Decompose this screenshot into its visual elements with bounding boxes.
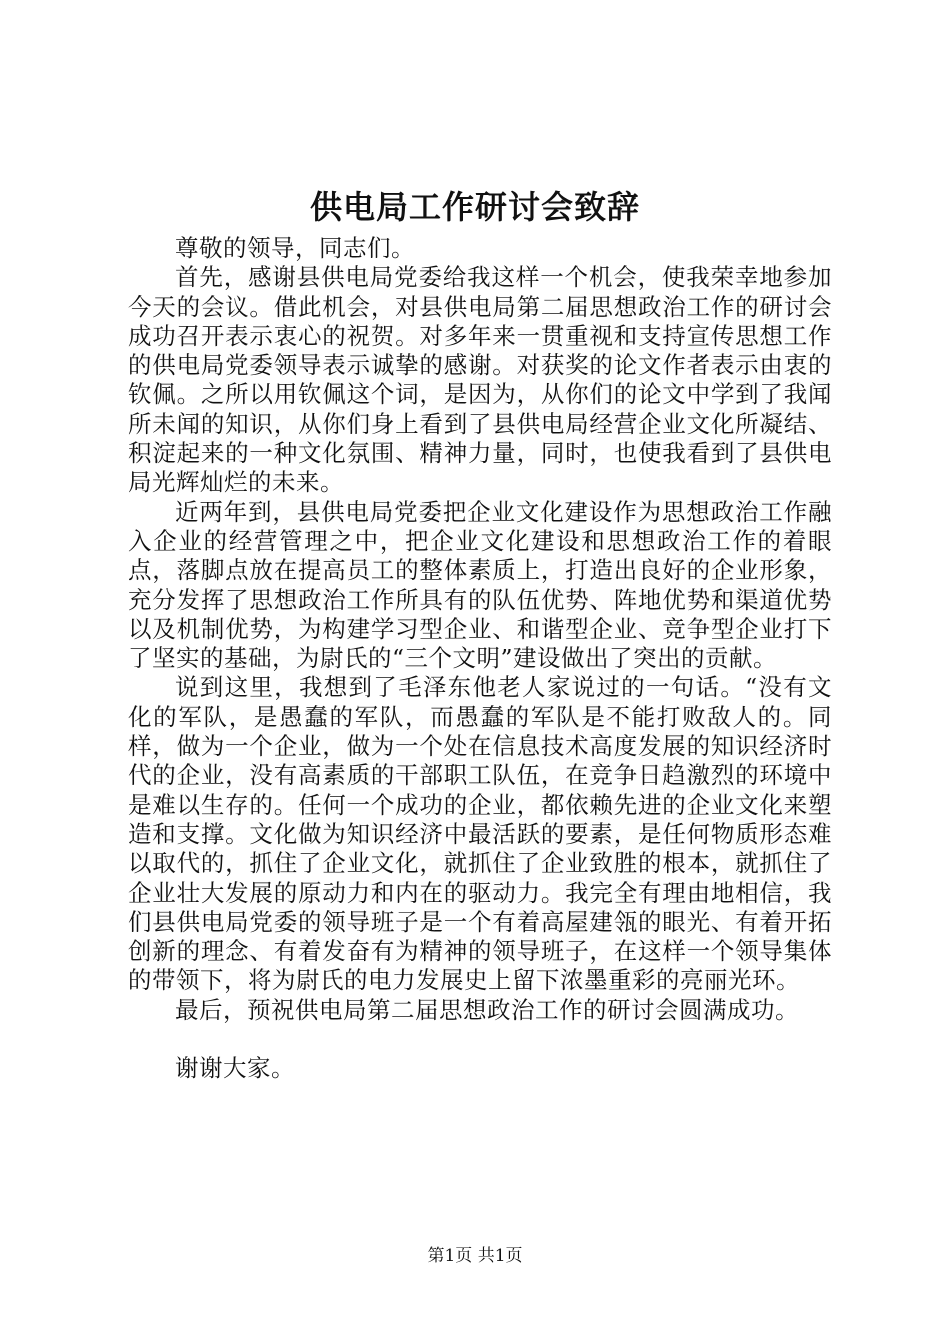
body-paragraph: 最后，预祝供电局第二届思想政治工作的研讨会圆满成功。 bbox=[175, 995, 799, 1024]
body-paragraph: 说到这里，我想到了毛泽东他老人家说过的一句话。“没有文化的军队，是愚蠢的军队，而愚蠢的军队是不能打败敌人的。同样，做为一个企业，做为一个处在信息技术高度发展的知识经济时代的企业，没有高素质的干部职工队伍，在竞争日趋激烈的环境中是难以生存的。任何一个成功的企业，都依赖先进的企业文化来塑造和支撑。文化做为知识经济中最活跃的要素，是任何物质形态难以取代的，抓住了企业文化，就抓住了企业致胜的根本，就抓住了企业壮大发展的原动力和内在的驱动力。我完全有理由地相信，我们县供电局党委的领导班子是一个有着高屋建瓴的眼光、有着开拓创新的理念、有着发奋有为精神的领导班子，在这样一个领导集体的带领下，将为尉氏的电力发展史上留下浓墨重彩的亮丽光环。 bbox=[128, 673, 832, 995]
greeting-paragraph: 尊敬的领导，同志们。 bbox=[175, 234, 415, 262]
body-paragraph: 首先，感谢县供电局党委给我这样一个机会，使我荣幸地参加今天的会议。借此机会，对县供电局第二届思想政治工作的研讨会成功召开表示衷心的祝贺。对多年来一贯重视和支持宣传思想工作的供电局党委领导表示诚挚的感谢。对获奖的论文作者表示由衷的钦佩。之所以用钦佩这个词，是因为，从你们的论文中学到了我闻所未闻的知识，从你们身上看到了县供电局经营企业文化所凝结、积淀起来的一种文化氛围、精神力量，同时，也使我看到了县供电局光辉灿烂的未来。 bbox=[128, 263, 832, 497]
closing-paragraph: 谢谢大家。 bbox=[175, 1054, 295, 1083]
page-number-footer: 第1页 共1页 bbox=[427, 1246, 523, 1266]
document-title: 供电局工作研讨会致辞 bbox=[309, 188, 640, 226]
body-paragraph: 近两年到，县供电局党委把企业文化建设作为思想政治工作融入企业的经营管理之中，把企业文化建设和思想政治工作的着眼点，落脚点放在提高员工的整体素质上，打造出良好的企业形象，充分发挥了思想政治工作所具有的队伍优势、阵地优势和渠道优势以及机制优势，为构建学习型企业、和谐型企业、竞争型企业打下了坚实的基础，为尉氏的“三个文明”建设做出了突出的贡献。 bbox=[128, 497, 832, 673]
document-body bbox=[128, 234, 832, 1083]
